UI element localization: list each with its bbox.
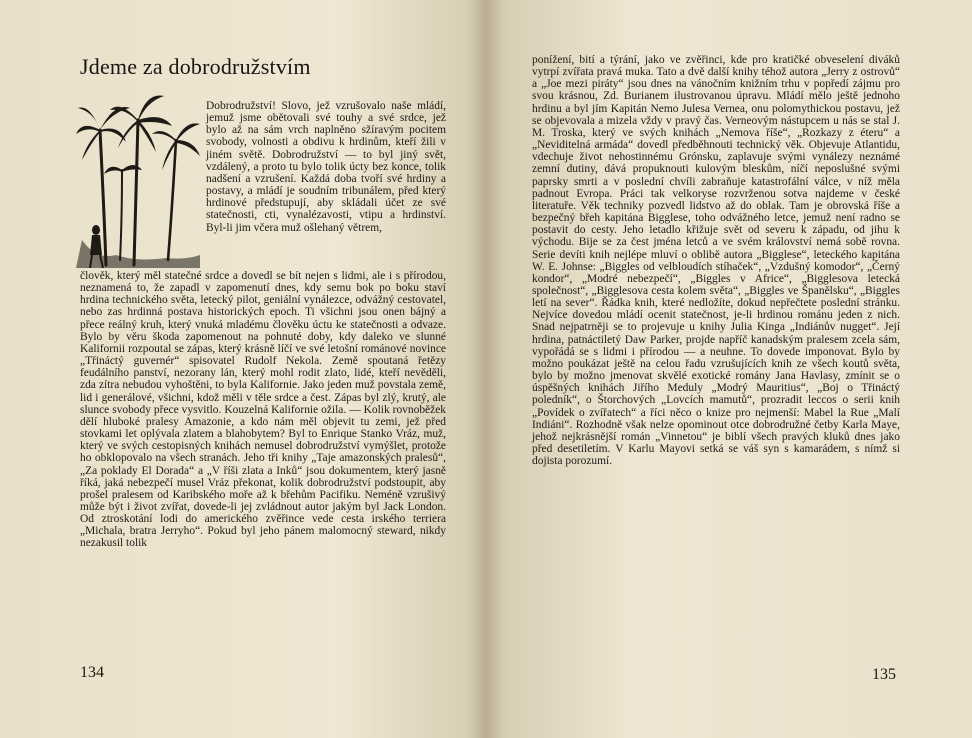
right-body-text: ponížení, bití a týrání, jako ve zvěřinci, kde pro kratičké obveselení diváků vytrpí zvířata pravá muka. Tato a dvě další knihy téhož autora „Jerry z ostrovů“ a „Joe mezi piráty“ jsou dnes na vánočním knižním trhu v popředí zájmu pro svou krásnou, Zd. Burianem ilustrovanou úpravu. Mládí mělo ještě jednoho hrdinu a byl jím Kapitán Nemo Julesa Vernea, onu polomythickou postavu, jež se objevovala a mizela vždy v pravý čas. Verneovým nástupcem u nás se stal J. M. Troska, který ve svých knihách „Nemova říše“, „Rozkazy z éteru“ a „Neviditelná armáda“ dovedl předběhnouti technický věk. Objevuje Atlantidu, vdechuje život nehostinnému Grónsku, zaplavuje svými vynálezy neznámé zemní dutiny, dává propuknouti kulovým bleskům, níčí neposlušné svými paprsky smrti a v poslední chvíli zabraňuje katastrofální válce, v níž měla padnout Evropa. Práci tak velkoryse rozvrženou sotva najdeme v české literatuře. Věk techniky pozvedl lidstvo až do oblak. Tam je obrovská říše a bezpečný břeh kapitána Bigglese, toho odvážného letce, jemuž není radno se postavit do cesty. Jeho letadlo křižuje svět od severu k západu, od jihu k východu. Bije se za čest jména letců a ve svém království nemá sobě rovna. Serie devíti knih nejlépe mluví o oblibě autora „Bigglese“, leteckého kapitána W. E. Johnse: „Biggles od velbloudích stíhaček“, „Vzdušný komodor“, „Černý kondor“, „Modré nebezpečí“, „Biggles v Africe“, „Bigglesova letecká společnost“, „Bigglesova cesta kolem světa“, „Biggles ve Španělsku“, „Biggles letí na sever“. Řádka knih, které nedložíte, dokud nepřečtete poslední stránku. Nejvíce dovedou mládí ocenit statečnost, je-li hrdinou románu jeden z nich. Snad nejpatrněji se to projevuje u knihy Julia Kinga „Indiánův nugget“. Její hrdina, patnáctiletý Daw Parker, projde napříč kanadským pralesem zcela sám, vypořádá se s lidmi i přírodou — a neuhne. To dovede imponovat. Bylo by možno poukázat ještě na celou řadu vzrušujících knih ze všech koutů světa, bylo by možno jmenovat skvělé exotické romány Jana Havlasy, zmínit se o úspěšných knihách Jiřího Meduly „Modrý Mauritius“, „Boj o Třináctý poledník“, o Štorchových „Lovcích mamutů“, prozradit leccos o serii knih „Povídek o zvířatech“ a říci něco o knize pro nejmenší: Mabel la Rue „Malí Indiáni“. Rozhodně však nelze opominout otce dobrodružné četby Karla Maye, jehož nejkrásnější román „Vinnetou“ je biblí všech pravých kluků dnes jako před desetiletím. V Karlu Mayovi setká se váš syn s kamarádem, s nímž si dojista porozumí. — [532, 54, 900, 468]
left-body-text: člověk, který měl statečné srdce a dovedl se bít nejen s lidmi, ale i s přírodou, neznamená to, že zapadl v zapomenutí dnes, kdy semu bok po boku staví hrdina technického světa, letecký pilot, geniální vynálezce, odvážný cestovatel, nebo zas hrdinná postava historických epoch. Ti všichni jsou onen bájný a přece reálný kruh, který vnuká mladému člověku úctu ke statečnosti a odvaze. Bylo by věru škoda zapomenout na pohnuté doby, kdy daleko ve slunné Kalifornii rozpoutal se zápas, který krásně líčí ve své letošní románové novince „Třináctý guvernér“ spisovatel Rudolf Nekola. Země spoutaná řetězy feudálního panství, nezorany lán, který mohl rodit zlato, lidé, kteří nevěděli, zda zítra nebudou vyhoštěni, to byla Kalifornie. Jako jeden muž povstala země, lid i generálové, všichni, kdož měli v těle srdce a čest. Zápas byl zlý, krutý, ale slunce svobody přece vysvitlo. Kouzelná Kalifornie ožila. — Kolik rovnoběžek dělí hluboké pralesy Amazonie, a kdo nám měl objevit tu zemi, jež před stovkami let oplývala zlatem a blahobytem? Byl to Enrique Stanko Vráz, muž, který ve svých cestopisných knihách nemusel dobrodružství vymýšlet, protože ho obklopovalo na všech stranách. Jeho tři knihy „Taje amazonských pralesů“, „Za poklady El Dorada“ a „V říši zlata a Inků“ jsou dokumentem, který jasně říká, jaká nebezpečí musel Vráz překonat, kolik dobrodružství podstoupit, aby prošel pralesem od Karibského moře až k břehům Pacifiku. Neméně vzrušivý může být i život zvířat, dovede-li jej zvládnout autor jakým byl Jack London. Od ztroskotání lodi do amerického zvěřince vede cesta irského terriera „Michala, bratra Jerryho“. Pokud byl jeho pánem malomocný steward, nikdy nezakusil tolik — [80, 270, 446, 550]
intro-paragraph: Dobrodružství! Slovo, jež vzrušovalo naše mládí, jemuž jsme obětovali své touhy a své srdce, jež bylo až na sám vrch naplněno sžíravým pocitem svobody, volnosti a obdivu k hrdinům, kteří žili v jiném světě. Dobrodružství — to byl jiný svět, vzdálený, a proto tu bylo tolik úcty bez konce, tolik nadšení a vzrušení. Každá doba tvoří své hrdiny a postavy, a mládí je soudním tribunálem, před který hrdinové předstupují, aby skládali účet ze své statečnosti, cti, vynalézavosti, vtipu a hrdinství. Byl-li jim včera muž ošlehaný větrem, — [206, 100, 446, 234]
page-number-right: 135 — [872, 666, 896, 683]
page-number-left: 134 — [80, 664, 104, 681]
chapter-heading: Jdeme za dobrodružstvím — [80, 54, 311, 79]
palm-trees-illustration — [76, 90, 200, 268]
right-page — [486, 0, 972, 738]
